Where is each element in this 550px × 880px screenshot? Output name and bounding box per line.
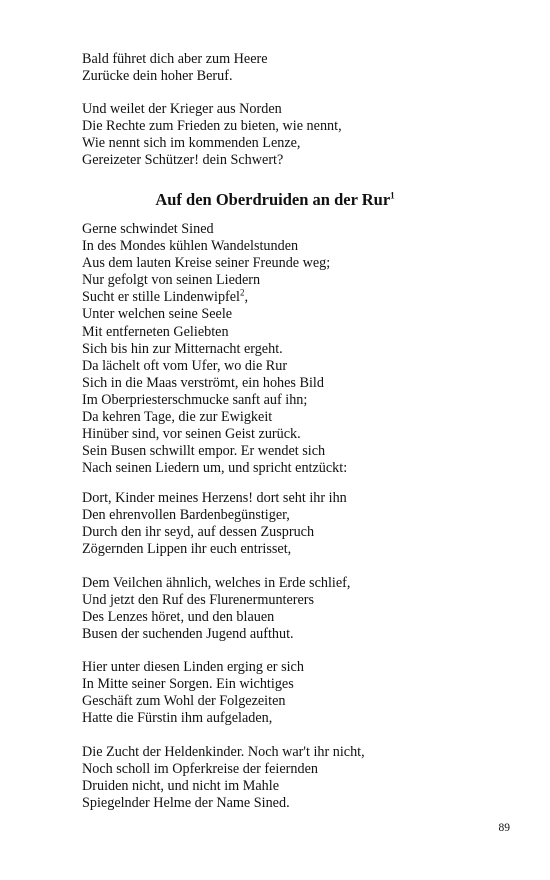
stanza-2 [82, 101, 522, 169]
stanza-6 [82, 659, 522, 727]
verse-line: Die Zucht der Heldenkinder. Noch war't ihr nicht, [82, 744, 365, 760]
verse-line: Sich in die Maas verströmt, ein hohes Bild [82, 374, 324, 391]
verse-line: Hinüber sind, vor seinen Geist zurück. [82, 426, 301, 443]
verse-line: Unter welchen seine Seele [82, 306, 233, 323]
footnote-marker: 2 [240, 287, 245, 298]
stanza-4 [82, 490, 522, 558]
poem-title-text: Auf den Oberdruiden an der Rur [155, 190, 391, 209]
verse-line: Geschäft zum Wohl der Folgezeiten [82, 693, 286, 710]
verse-line: Im Oberpriesterschmucke sanft auf ihn; [82, 391, 308, 408]
verse-line: Noch scholl im Opferkreise der feiernden [82, 761, 318, 778]
stanza-1 [82, 51, 522, 85]
page-number: 89 [498, 822, 510, 834]
verse-line: Durch den ihr seyd, auf dessen Zuspruch [82, 524, 315, 541]
stanza-7 [82, 744, 522, 812]
verse-punctuation: , [244, 289, 249, 306]
verse-line-with-footnote [82, 289, 522, 306]
verse-line: Aus dem lauten Kreise seiner Freunde weg; [82, 255, 331, 272]
footnote-marker: 1 [390, 190, 395, 201]
verse-line: Hier unter diesen Linden erging er sich [82, 659, 304, 675]
verse-line: Nach seinen Liedern um, und spricht entzückt: [82, 460, 348, 477]
verse-line: Den ehrenvollen Bardenbegünstiger, [82, 507, 290, 524]
verse-line: Nur gefolgt von seinen Liedern [82, 272, 261, 289]
verse-text: Sucht er stille Lindenwipfel [82, 289, 240, 306]
verse-line: Hatte die Fürstin ihm aufgeladen, [82, 710, 273, 727]
verse-line: Da kehren Tage, die zur Ewigkeit [82, 409, 273, 426]
verse-line: Sich bis hin zur Mitternacht ergeht. [82, 340, 283, 357]
verse-line: In des Mondes kühlen Wandelstunden [82, 238, 299, 255]
verse-line: Dort, Kinder meines Herzens! dort seht ihr ihn [82, 490, 347, 506]
verse-line: Des Lenzes höret, und den blauen [82, 609, 275, 626]
verse-line: In Mitte seiner Sorgen. Ein wichtiges [82, 676, 294, 693]
verse-line: Gerne schwindet Sined [82, 221, 214, 237]
verse-line: Die Rechte zum Frieden zu bieten, wie nennt, [82, 118, 342, 135]
verse-line: Mit entferneten Geliebten [82, 323, 229, 340]
poem-title [82, 190, 468, 210]
verse-line: Sein Busen schwillt empor. Er wendet sich [82, 443, 326, 460]
verse-line: Druiden nicht, und nicht im Mahle [82, 778, 280, 795]
stanza-3 [82, 221, 522, 477]
verse-line: Zögernden Lippen ihr euch entrisset, [82, 541, 292, 558]
verse-line: Zurücke dein hoher Beruf. [82, 68, 233, 85]
verse-line: Und weilet der Krieger aus Norden [82, 101, 282, 117]
verse-line: Spiegelnder Helme der Name Sined. [82, 795, 290, 812]
verse-line: Gereizeter Schützer! dein Schwert? [82, 152, 284, 169]
verse-line: Wie nennt sich im kommenden Lenze, [82, 135, 301, 152]
verse-line: Busen der suchenden Jugend aufthut. [82, 626, 294, 643]
stanza-5 [82, 575, 522, 643]
verse-line: Dem Veilchen ähnlich, welches in Erde schlief, [82, 575, 351, 591]
verse-line: Und jetzt den Ruf des Flurenermunterers [82, 592, 315, 609]
verse-line: Da lächelt oft vom Ufer, wo die Rur [82, 357, 288, 374]
verse-line: Bald führet dich aber zum Heere [82, 51, 268, 67]
